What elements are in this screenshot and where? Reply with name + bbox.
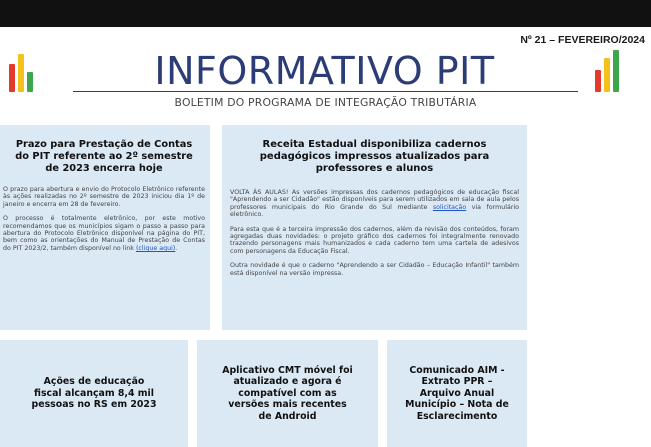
article-prazo-title[interactable]: Prazo para Prestação de Contas do PIT referente ao 2º semestre de 2023 encerra hoje (15, 139, 193, 174)
logo-bar-yellow (604, 58, 610, 92)
logo-bars-left-icon (9, 50, 33, 92)
article-aim-card[interactable] (387, 340, 527, 447)
article-receita-paragraph-3: Outra novidade é que o caderno "Aprendendo a ser Cidadão – Educação Infantil" também está disponível na versão impressa. (230, 262, 519, 277)
clique-aqui-link[interactable]: (clique aqui) (135, 244, 176, 252)
logo-bars-right-icon (595, 50, 619, 92)
article-receita-paragraph-2: Para esta que é a terceira impressão dos cadernos, além da revisão dos conteúdos, foram agregadas duas novidades: o projeto gráfico dos cadernos foi integralmente renovado trazendo personagens mais humanizados e cada caderno tem uma cartela de adesivos com personagens da Educação Fiscal. (230, 225, 519, 255)
article-prazo-paragraph-1: O prazo para abertura e envio do Protocolo Eletrônico referente às ações realizadas no 2º semestre de 2023 iniciou dia 1º de janeiro e encerra em 28 de fevereiro. (3, 186, 205, 208)
article-receita-card[interactable] (222, 125, 527, 330)
newsletter-title: INFORMATIVO PIT (154, 49, 495, 93)
newsletter-subtitle: BOLETIM DO PROGRAMA DE INTEGRAÇÃO TRIBUTÁRIA (73, 91, 578, 109)
top-bar (0, 0, 651, 27)
article-aim-title[interactable]: Comunicado AIM - Extrato PPR – Arquivo Anual Município – Nota de Esclarecimento (405, 364, 509, 422)
logo-bar-yellow (18, 54, 24, 92)
article-cmt-card[interactable] (197, 340, 378, 447)
article-receita-title[interactable]: Receita Estadual disponibiliza cadernos pedagógicos impressos atualizados para professores e alunos (259, 139, 490, 174)
logo-bar-red (595, 70, 601, 92)
logo-bar-green (27, 72, 33, 92)
issue-number: Nº 21 – FEVEREIRO/2024 (520, 34, 645, 46)
solicitacao-link[interactable]: solicitação (432, 203, 467, 211)
article-acoes-title[interactable]: Ações de educação fiscal alcançam 8,4 mil pessoas no RS em 2023 (31, 376, 157, 411)
article-prazo-card[interactable] (0, 125, 210, 330)
article-receita-paragraph-1: VOLTA ÀS AULAS! As versões impressas dos cadernos pedagógicos de educação fiscal "Aprendendo a ser Cidadão" estão disponíveis para serem utilizados em sala de aula pelos professores municipais do Rio Grande do Sul mediante solicitação via formulário eletrônico. (230, 189, 520, 219)
article-acoes-card[interactable] (0, 340, 188, 447)
article-prazo-paragraph-2: O processo é totalmente eletrônico, por este motivo recomendamos que os municípios sigam o passo a passo para abertura do Protocolo Eletrônico disponível na página do PIT, bem como as orientações do Manual de Prestação de Contas do PIT 2023/2, também disponível no link (clique aqui). (3, 215, 205, 252)
article-cmt-title[interactable]: Aplicativo CMT móvel foi atualizado e agora é compatível com as versões mais recentes de Android (222, 364, 353, 422)
logo-bar-green (613, 50, 619, 92)
logo-bar-red (9, 64, 15, 92)
